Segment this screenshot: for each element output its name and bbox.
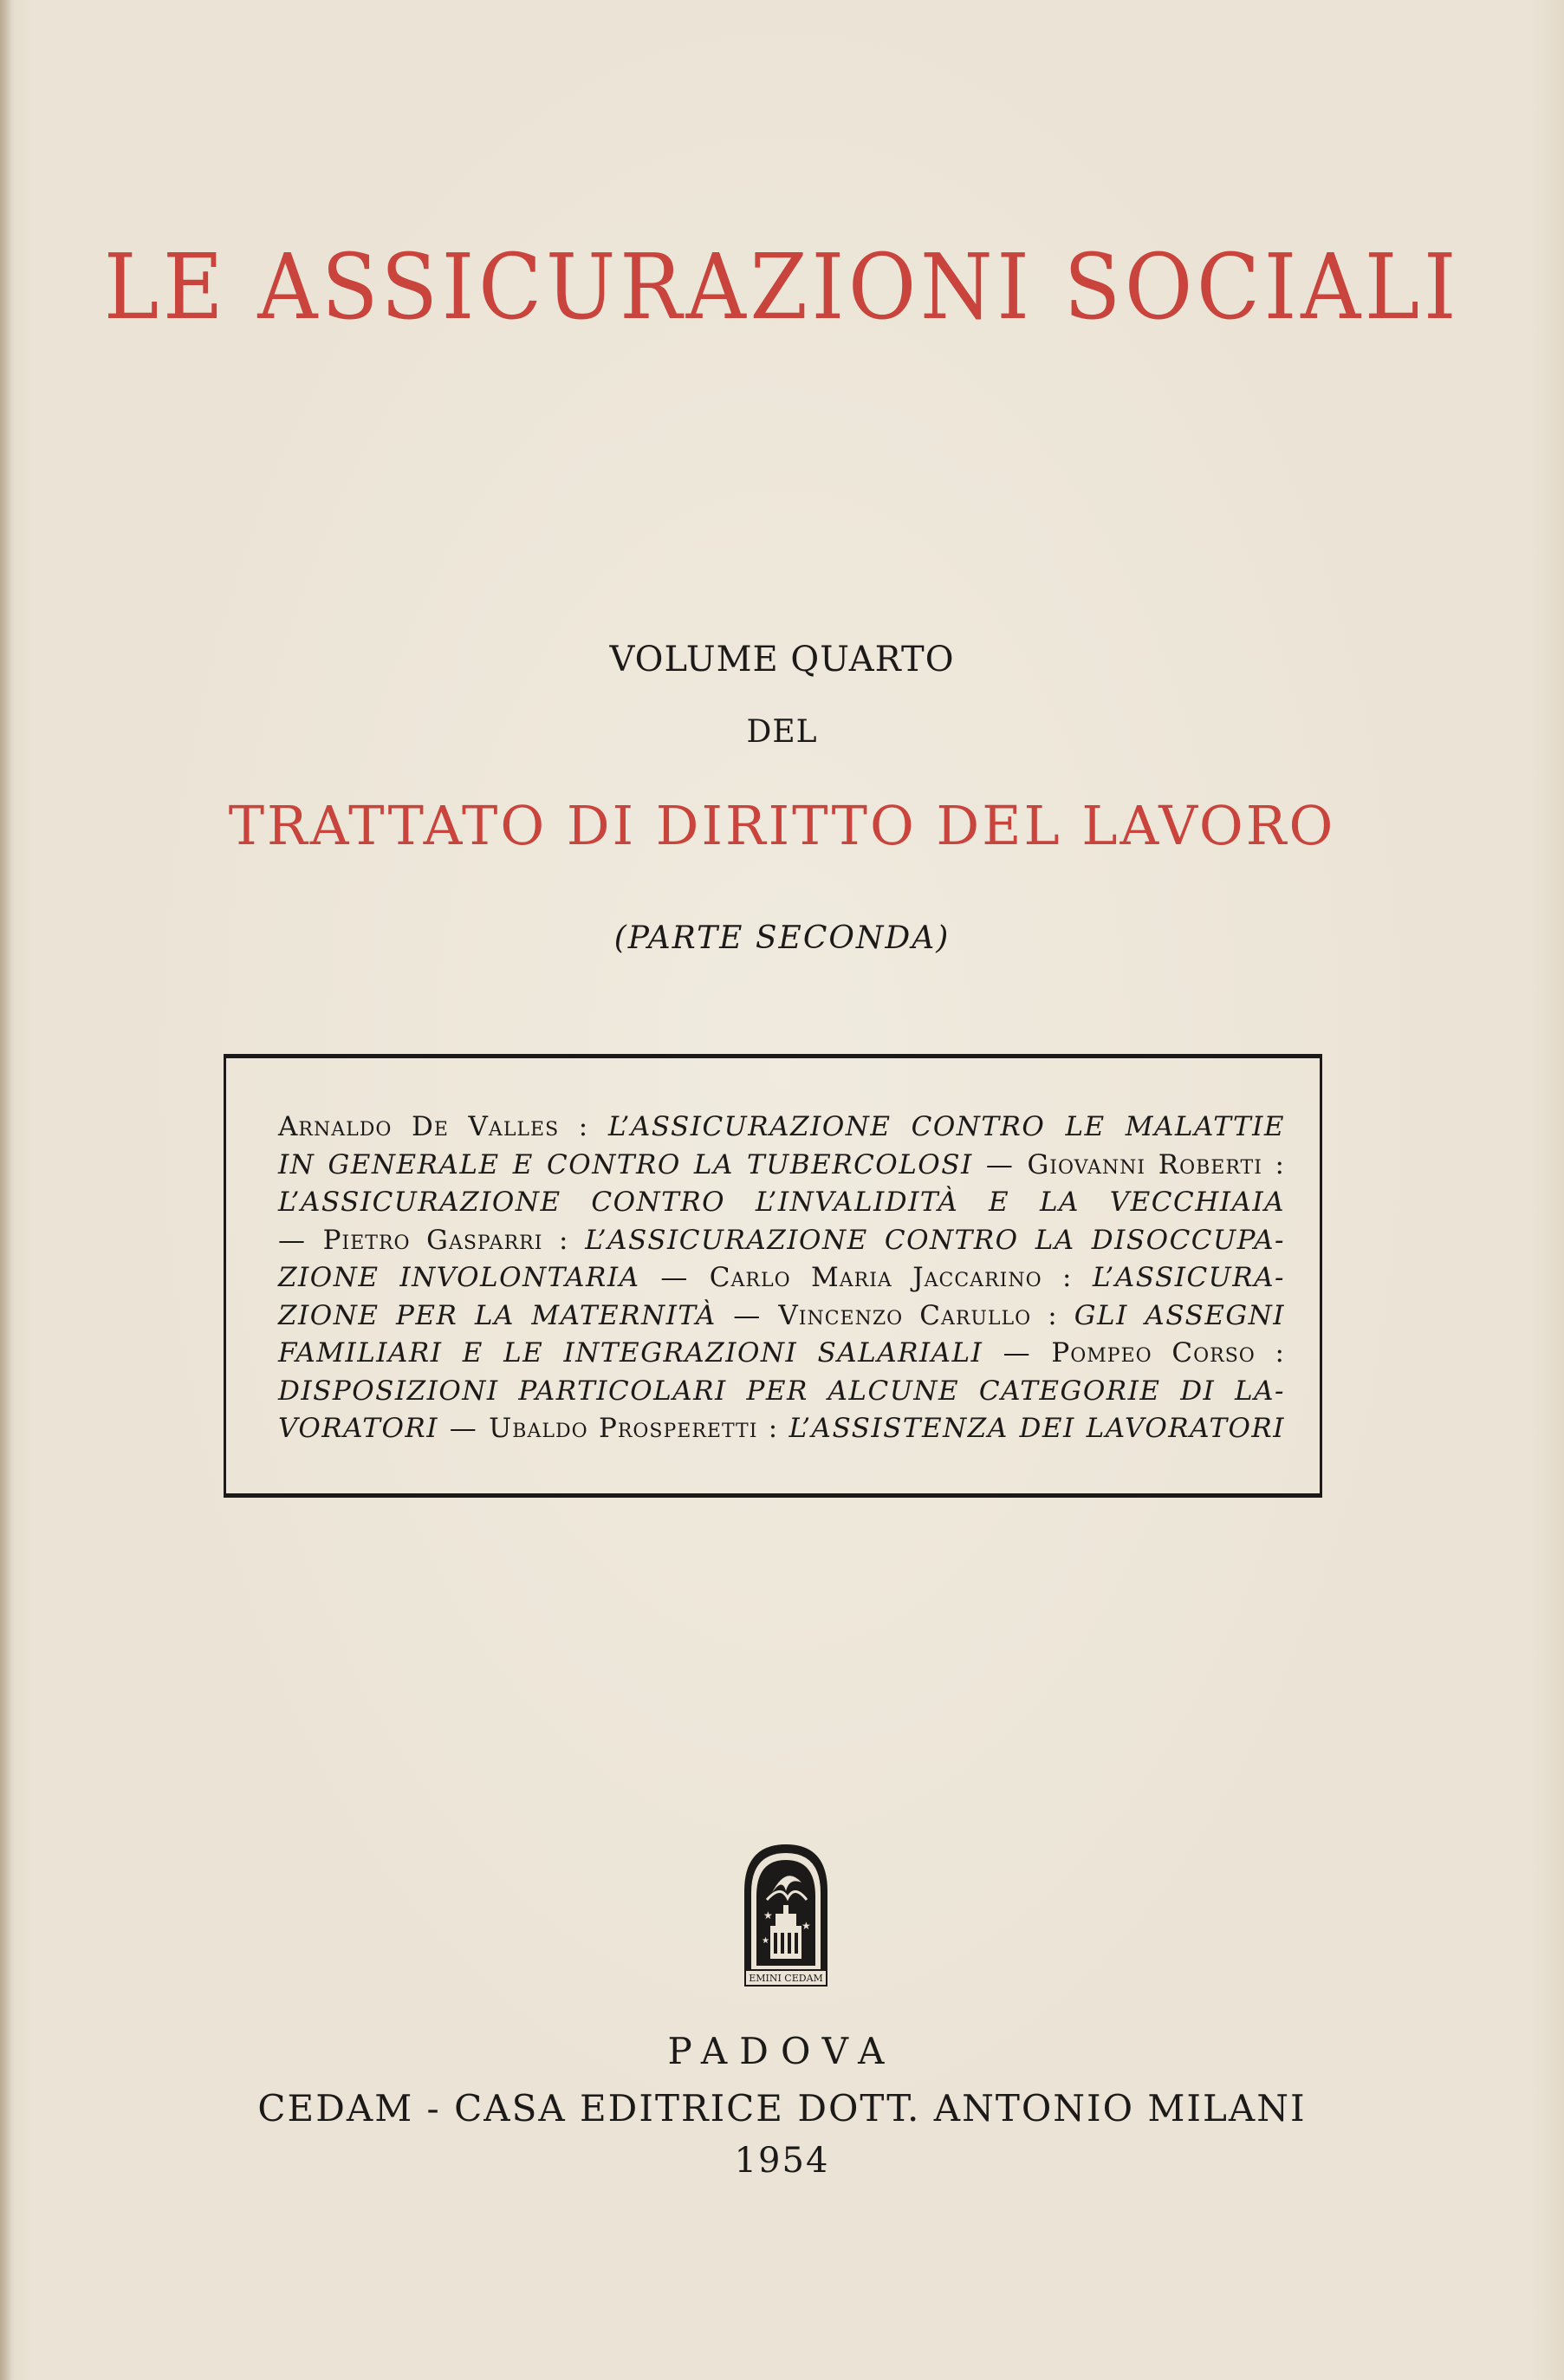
author-name: Arnaldo De Valles :: [278, 1111, 608, 1142]
imprint-city: PADOVA: [667, 2030, 897, 2072]
author-name: Pompeo Corso :: [1051, 1337, 1285, 1369]
contents-box: [224, 1054, 1322, 1498]
separator: —: [983, 1337, 1052, 1369]
part-label: (PARTE SECONDA): [613, 920, 951, 956]
contents-line: [278, 1410, 1285, 1448]
work-title: GLI ASSEGNI: [1074, 1299, 1285, 1331]
work-title: FAMILIARI E LE INTEGRAZIONI SALARIALI: [278, 1337, 983, 1369]
volume-label: VOLUME QUARTO: [609, 640, 955, 680]
author-name: Giovanni Roberti :: [1027, 1148, 1285, 1180]
contents-line: [278, 1259, 1285, 1297]
separator: —: [278, 1224, 323, 1256]
contents-line: [278, 1373, 1285, 1411]
work-title: ZIONE PER LA MATERNITÀ: [278, 1299, 717, 1331]
contents-line: [278, 1184, 1285, 1222]
publisher-emblem-icon: [737, 1839, 834, 1993]
contents-line: [278, 1222, 1285, 1260]
separator: —: [639, 1262, 710, 1293]
work-title: ZIONE INVOLONTARIA: [278, 1262, 640, 1293]
imprint-publisher: CEDAM - CASA EDITRICE DOTT. ANTONIO MILANI: [257, 2087, 1307, 2130]
work-title: DISPOSIZIONI PARTICOLARI PER ALCUNE CATEGORIE DI LA-: [278, 1375, 1285, 1407]
work-title: L’ASSICURA-: [1092, 1262, 1286, 1293]
page-spine-shadow: [0, 0, 12, 2380]
svg-text:★: ★: [762, 1936, 769, 1946]
treatise-title: TRATTATO DI DIRITTO DEL LAVORO: [228, 794, 1336, 857]
svg-text:★: ★: [801, 1920, 811, 1932]
author-name: Carlo Maria Jaccarino :: [709, 1262, 1093, 1293]
separator: —: [972, 1148, 1028, 1180]
work-title: VORATORI: [278, 1413, 438, 1444]
work-title: IN GENERALE E CONTRO LA TUBERCOLOSI: [278, 1148, 973, 1180]
emblem-caption: EMINI CEDAM: [749, 1973, 823, 1984]
author-name: Ubaldo Prosperetti :: [489, 1413, 789, 1444]
work-title: L’ASSICURAZIONE CONTRO LE MALATTIE: [607, 1111, 1285, 1142]
contents-line: [278, 1335, 1285, 1373]
volume-connector: DEL: [746, 714, 818, 750]
separator: —: [716, 1299, 779, 1331]
author-name: Pietro Gasparri :: [322, 1224, 586, 1256]
author-name: Vincenzo Carullo :: [778, 1299, 1074, 1331]
main-title: LE ASSICURAZIONI SOCIALI: [103, 234, 1461, 340]
contents-line: [278, 1297, 1285, 1336]
contents-line: [278, 1147, 1285, 1185]
work-title: L’ASSICURAZIONE CONTRO L’INVALIDITÀ E LA VECCHIAIA: [278, 1187, 1285, 1218]
imprint-year: 1954: [734, 2141, 830, 2181]
contents-line: [278, 1109, 1285, 1147]
work-title: L’ASSISTENZA DEI LAVORATORI: [788, 1413, 1286, 1444]
separator: —: [438, 1413, 490, 1444]
contents-text: [278, 1109, 1285, 1448]
work-title: L’ASSICURAZIONE CONTRO LA DISOCCUPA-: [585, 1224, 1286, 1256]
svg-text:★: ★: [763, 1909, 773, 1922]
